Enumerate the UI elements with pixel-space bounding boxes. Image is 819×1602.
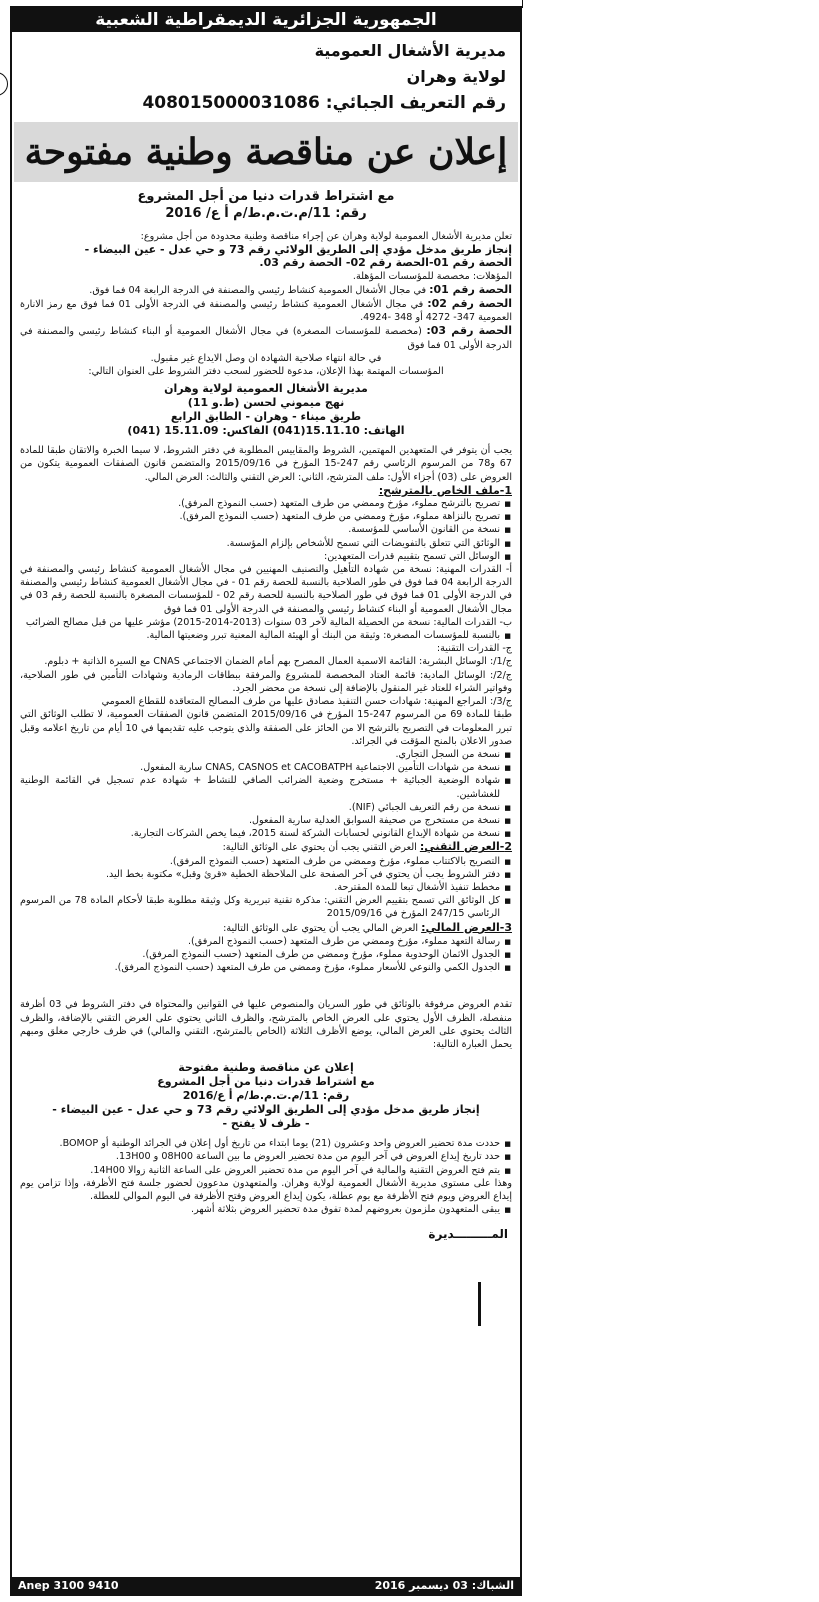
margin-rule (478, 1282, 481, 1326)
list-item: ■ تصريح بالترشح مملوء، مؤرخ وممضي من طرف المتعهد (حسب النموذج المرفق). (20, 497, 500, 510)
list-item: ■ نسخة من شهادة الإيداع القانوني لحسابات الشركة لسنة 2015، فيما يخص الشركات التجارية. (20, 827, 500, 840)
subtitle-block (12, 188, 520, 222)
list-item: ■ نسخة من القانون الأساسي للمؤسسة. (20, 523, 500, 536)
list-item: ■ الجدول الاثمان الوحدوية مملوء، مؤرخ وممضي من طرف المتعهد (حسب النموذج المرفق). (20, 948, 500, 961)
address-line: نهج ميموني لحسن (ط.و 11) (187, 396, 345, 410)
article-69-text: طبقا للمادة 69 من المرسوم 247-15 المؤرخ في 2015/09/16 المتضمن قانون الصفقات العمومية، لا تطلب الوثائق التي تبرر المعلومات في التصريح بالترشح الا من الحائز على الصفقة والذي يتوجب عليه تقديمها في 10 أيام من تاريخ اعلامه وقبل صدور الاعلان بالمنح المؤقت في الجرائد. (20, 709, 512, 747)
subtitle-number: رقم: 11/م.ت.م.ط/م أ ع/ 2016 (165, 206, 367, 221)
address-line: طريق ميناء - وهران - الطابق الرابع (170, 410, 362, 424)
list-item: ■ بالنسبة للمؤسسات المصغرة: وثيقة من البنك أو الهيئة المالية المعنية تبرر وضعيتها المالية. (20, 629, 500, 642)
list-item: ■ دفتر الشروط يجب أن يحتوي في آخر الصفحة على الملاحظة الخطية «قرئ وقبل» مكتوبة بخط اليد. (20, 868, 500, 881)
envelope-line: إعلان عن مناقصة وطنية مفتوحة (178, 1061, 354, 1075)
list-item: ■ يبقى المتعهدون ملزمون بعروضهم لمدة تفوق مدة تحضير العروض بثلاثة أشهر. (20, 1203, 500, 1216)
list-item: ■ شهادة الوضعية الجبائية + مستخرج وضعية الضرائب الصافي للنشاط + شهادة عدم تسجيل في القائمة الوطنية للغشاشين. (20, 774, 500, 800)
margin-mark (0, 72, 8, 96)
envelope-line: إنجاز طريق مدخل مؤدي إلى الطريق الولائي رقم 73 و حي عدل - عين البيضاء - (52, 1103, 480, 1117)
section-1-title: 1-ملف الخاص بالمترشح: (378, 483, 512, 497)
invite-note: المؤسسات المهتمة بهذا الإعلان، مدعوة للحضور لسحب دفتر الشروط على العنوان التالي: (88, 366, 444, 378)
contact-line: الهاتف: 15.11.10(041) الفاكس: 15.11.09 (041) (127, 424, 405, 438)
section-3-head: 3-العرض المالي: العرض المالي يجب أن يحتوي على الوثائق التالية: (223, 920, 512, 934)
list-item: ■ نسخة من رقم التعريف الجبائي (NIF). (20, 801, 500, 814)
list-item: ■ الجدول الكمي والنوعي للأسعار مملوء، مؤرخ وممضي من طرف المتعهد (حسب النموذج المرفق). (20, 961, 500, 974)
list-item: ■ حدد تاريخ إيداع العروض في آخر اليوم من مدة تحضير العروض ما بين الساعة 08H00 و 13H00. (20, 1150, 500, 1163)
qualifications-head: المؤهلات: مخصصة للمؤسسات المؤهلة. (352, 270, 512, 282)
envelopes-text: تقدم العروض مرفوقة بالوثائق في طور السريان والمنصوص عليها في القوانين والمحتواة في دفتر الشروط في 03 أظرفة منفصلة، الظرف الأول يحتوي على العرض الخاص بالمترشح، والظرف الثاني يحتوي على العرض التقني بالإضافة، والظرف الثالث يحتوي على العرض المالي، يوضع الأظرف الثلاثة (الخاص بالمترشح، التقني والمالي) في ظرف خارجي مغلق ومبهم يحمل العبارة التالية: (20, 999, 512, 1050)
directorate-name: مديرية الأشغال العمومية (314, 41, 506, 60)
final-list (20, 1137, 512, 1177)
capacity-financial: ب- القدرات المالية: نسخة من الحصيلة المالية لآخر 03 سنوات (2013-2014-2015) مؤشر عليها من قبل مصالح الضرائب (25, 616, 512, 628)
section-2-head: 2-العرض التقني: العرض التقني يجب أن يحتوي على الوثائق التالية: (222, 840, 512, 854)
announcement-body (12, 222, 520, 1242)
capacity-human: ج/1/: الوسائل البشرية: القائمة الاسمية العمال المصرح بهم أمام الضمان الاجتماعي CNAS مع السيرة الذاتية + دبلوم. (44, 656, 512, 668)
lot-3: الحصة رقم 03: (مخصصة للمؤسسات المصغرة) في مجال الأشغال العمومية أو البناء كنشاط رئيسي والمصنفة في الدرجة الأولى 01 فما فوق (20, 324, 512, 351)
footer-bar (12, 1577, 520, 1594)
list-item: ■ يتم فتح العروض التقنية والمالية في آخر اليوم من مدة تحضير العروض على الساعة الثانية زوالا 14H00. (20, 1164, 500, 1177)
list-item: ■ نسخة من مستخرج من صحيفة السوابق العدلية سارية المفعول. (20, 814, 500, 827)
announcement-title: إعلان عن مناقصة وطنية مفتوحة (14, 122, 518, 182)
column-rule (522, 0, 523, 8)
list-item: ■ الوسائل التي تسمح بتقييم قدرات المتعهدين: (20, 550, 500, 563)
project-lots: الحصة رقم 01-الحصة رقم 02- الحصة رقم 03. (259, 256, 512, 270)
list-item: ■ مخطط تنفيذ الأشغال تبعا للمدة المقترحة. (20, 881, 500, 894)
capacity-references: ج/3/: المراجع المهنية: شهادات حسن التنفيذ مصادق عليها من طرف المصالح المتعاقدة للقطاع العمومي (101, 696, 512, 708)
address-block (20, 382, 512, 438)
capacity-material: ج/2/: الوسائل المادية: قائمة العتاد المخصصة للمشروع والمرفقة ببطاقات الرمادية وشهادات التأمين في طور الصلاحية، وفواتير الشراء للعتاد غير المنقول بالإضافة إلى نسخة من محضر الجرد. (20, 669, 512, 694)
intro-text: تعلن مديرية الأشغال العمومية لولاية وهران عن إجراء مناقصة وطنية محدودة من أجل مشروع: (140, 231, 512, 242)
envelope-line: - ظرف لا يفتح - (222, 1117, 310, 1131)
tax-id: رقم التعريف الجبائي: 408015000031086 (142, 93, 506, 113)
section-2-list (20, 855, 512, 921)
wilaya-name: لولاية وهران (406, 67, 506, 86)
capacity-technical: ج- القدرات التقنية: (436, 643, 512, 655)
anep-number: Anep 3100 9410 (18, 1579, 119, 1592)
documents-list (20, 748, 512, 840)
section-1-list (20, 497, 512, 563)
subtitle-capacity: مع اشتراط قدرات دنيا من أجل المشروع (137, 189, 395, 204)
final-paragraph: وهذا على مستوى مديرية الأشغال العمومية لولاية وهران. والمتعهدون مدعوون لحضور جلسة فتح الأظرفة، وإذا تزامن يوم إيداع العروض ويوم فتح الأظرفة مع يوم عطلة، يكون إيداع العروض وفتح الأظرفة في اليوم الموالي للعطلة. (20, 1177, 512, 1202)
envelope-line: رقم: 11/م.ت.م.ط/م أ ع/2016 (182, 1089, 350, 1103)
republic-banner: الجمهورية الجزائرية الديمقراطية الشعبية (12, 8, 520, 32)
list-item: ■ نسخة من السجل التجاري. (20, 748, 500, 761)
issuer-header (12, 32, 520, 116)
publication-date: الشباك: 03 ديسمبر 2016 (374, 1579, 514, 1592)
list-item: ■ تصريح بالنزاهة مملوء، مؤرخ وممضي من طرف المتعهد (حسب النموذج المرفق). (20, 510, 500, 523)
section-3-list (20, 935, 512, 975)
list-item: ■ رسالة التعهد مملوء، مؤرخ وممضي من طرف المتعهد (حسب النموذج المرفق). (20, 935, 500, 948)
requirements-text: يجب أن يتوفر في المتعهدين المهتمين، الشروط والمقاييس المطلوبة في دفتر الشروط، لا سيما الخبرة والاتقان طبقا للمادة 67 و78 من المرسوم الرئاسي رقم 247-15 المؤرخ في 2015/09/16 والمتضمن قانون الصفقات العمومية يتكون من العروض على (03) أجزاء الأول: ملف المترشح، الثاني: العرض التقني والثالث: العرض المالي. (20, 445, 512, 483)
project-title: إنجاز طريق مدخل مؤدي إلى الطريق الولائي رقم 73 و حي عدل - عين البيضاء - (84, 243, 512, 257)
capacity-professional: أ- القدرات المهنية: نسخة من شهادة التأهيل والتصنيف المهنيين في مجال الأشغال العمومية كنشاط رئيسي والمصنفة في الدرجة الرابعة 04 فما فوق في طور الصلاحية بالنسبة للحصة رقم 01 - في مجال الأشغال العمومية كنشاط رئيسي والمصنفة في الدرجة الأولى 01 فما فوق في طور الصلاحية بالنسبة للحصة رقم 02 - للمؤسسات المصغرة بالنسبة للحصة رقم 03 في مجال الأشغال العمومية أو البناء كنشاط رئيسي والمصنفة في الدرجة الأولى 01 فما فوق (20, 564, 513, 615)
list-item: ■ حددت مدة تحضير العروض واحد وعشرون (21) يوما ابتداء من تاريخ أول إعلان في الجرائد الوطنية أو BOMOP. (20, 1137, 500, 1150)
envelope-label (20, 1061, 512, 1131)
list-item: ■ التصريح بالاكتتاب مملوء، مؤرخ وممضي من طرف المتعهد (حسب النموذج المرفق). (20, 855, 500, 868)
list-item: ■ نسخة من شهادات التأمين الاجتماعية CNAS, CASNOS et CACOBATPH سارية المفعول. (20, 761, 500, 774)
list-item: ■ الوثائق التي تتعلق بالتفويضات التي تسمح للأشخاص بإلزام المؤسسة. (20, 537, 500, 550)
envelope-line: مع اشتراط قدرات دنيا من أجل المشروع (157, 1075, 375, 1089)
signature: المـــــــــديرة (428, 1227, 508, 1242)
address-line: مديرية الأشغال العمومية لولاية وهران (164, 382, 368, 396)
lot-2: الحصة رقم 02: في مجال الأشغال العمومية كنشاط رئيسي والمصنفة في الدرجة الأولى 01 فما فوق مع رمز الانارة العمومية 347- 4272 أو 348 -4924. (20, 297, 512, 324)
list-item: ■ كل الوثائق التي تسمح بتقييم العرض التقني: مذكرة تقنية تبريرية وكل وثيقة مطلوبة طبقا لأحكام المادة 78 من المرسوم الرئاسي 247/15 المؤرخ في 2015/09/16 (20, 894, 500, 920)
lot-1: الحصة رقم 01: في مجال الأشغال العمومية كنشاط رئيسي والمصنفة في الدرجة الرابعة 04 فما فوق. (89, 282, 512, 296)
announcement-page (10, 6, 522, 1596)
expiry-note: في حالة انتهاء صلاحية الشهادة ان وصل الايداع غير مقبول. (150, 352, 382, 364)
